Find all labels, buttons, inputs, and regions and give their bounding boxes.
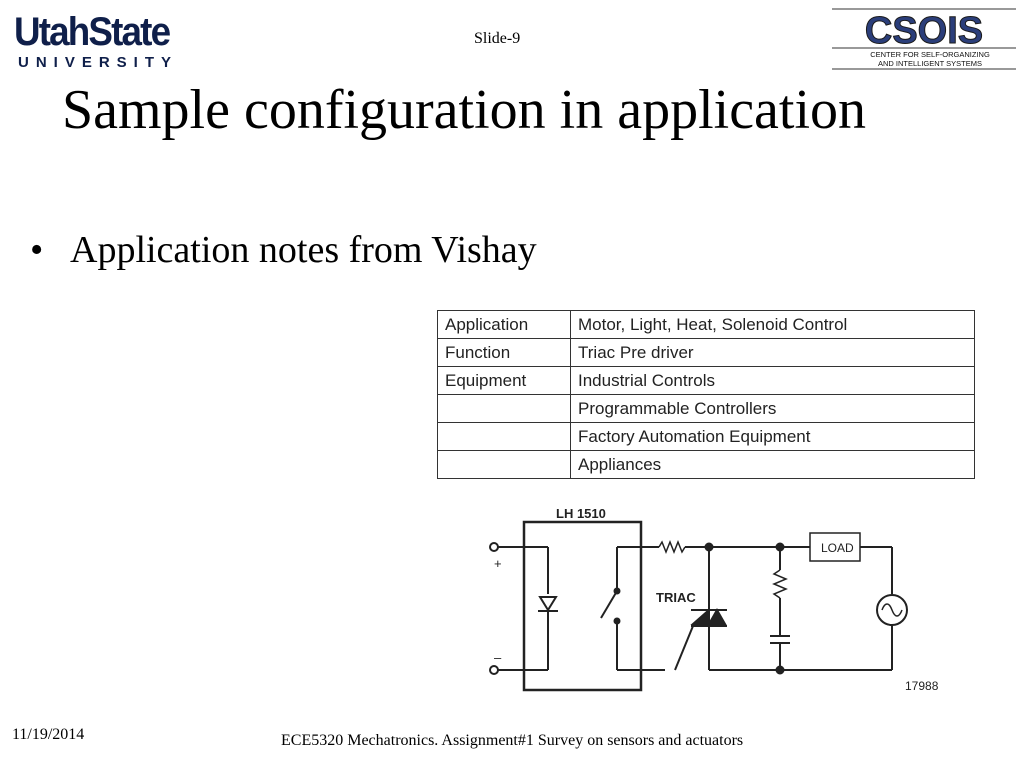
table-row [438, 311, 975, 339]
table-cell [438, 395, 571, 423]
resistor-icon [659, 542, 685, 552]
switch-icon [601, 591, 617, 618]
plus-terminal-icon [490, 543, 498, 551]
table-cell: Equipment [438, 367, 571, 395]
footer-date: 11/19/2014 [12, 726, 85, 743]
snubber-resistor-icon [774, 570, 786, 598]
csois-line1: CENTER FOR SELF-ORGANIZING [870, 50, 990, 59]
triac-label: TRIAC [656, 590, 696, 605]
load-label: LOAD [821, 541, 854, 555]
application-table [437, 310, 975, 479]
table-cell: Industrial Controls [571, 367, 975, 395]
figure-number: 17988 [905, 679, 939, 693]
usu-logo-university: UNIVERSITY [18, 54, 179, 71]
table-cell: Programmable Controllers [571, 395, 975, 423]
slide-number: Slide-9 [474, 30, 521, 47]
triac-icon [691, 610, 727, 626]
table-row [438, 451, 975, 479]
table-cell: Motor, Light, Heat, Solenoid Control [571, 311, 975, 339]
chip-label: LH 1510 [556, 506, 606, 521]
table-row [438, 367, 975, 395]
minus-terminal-icon [490, 666, 498, 674]
csois-line2: AND INTELLIGENT SYSTEMS [877, 59, 983, 68]
table-row [438, 423, 975, 451]
table-cell: Triac Pre driver [571, 339, 975, 367]
footer-text: ECE5320 Mechatronics. Assignment#1 Survey on sensors and actuators [281, 732, 744, 749]
led-diode-icon [538, 597, 558, 611]
table-row [438, 339, 975, 367]
bullet-item [30, 224, 537, 276]
plus-label: + [494, 556, 502, 571]
table-cell [438, 423, 571, 451]
table-cell: Function [438, 339, 571, 367]
table-row [438, 395, 975, 423]
circuit-diagram [480, 502, 960, 700]
minus-label: – [494, 650, 502, 665]
bullet-dot-icon: • [30, 229, 44, 271]
csois-logo [830, 5, 1018, 71]
usu-logo-name: UtahState [14, 10, 170, 54]
table-cell: Application [438, 311, 571, 339]
csois-acronym: CSOIS [864, 10, 984, 52]
table-cell [438, 451, 571, 479]
slide-title: Sample configuration in application [62, 79, 867, 141]
table-cell: Appliances [571, 451, 975, 479]
table-cell: Factory Automation Equipment [571, 423, 975, 451]
usu-logo [14, 10, 200, 72]
bullet-text: Application notes from Vishay [70, 229, 537, 271]
